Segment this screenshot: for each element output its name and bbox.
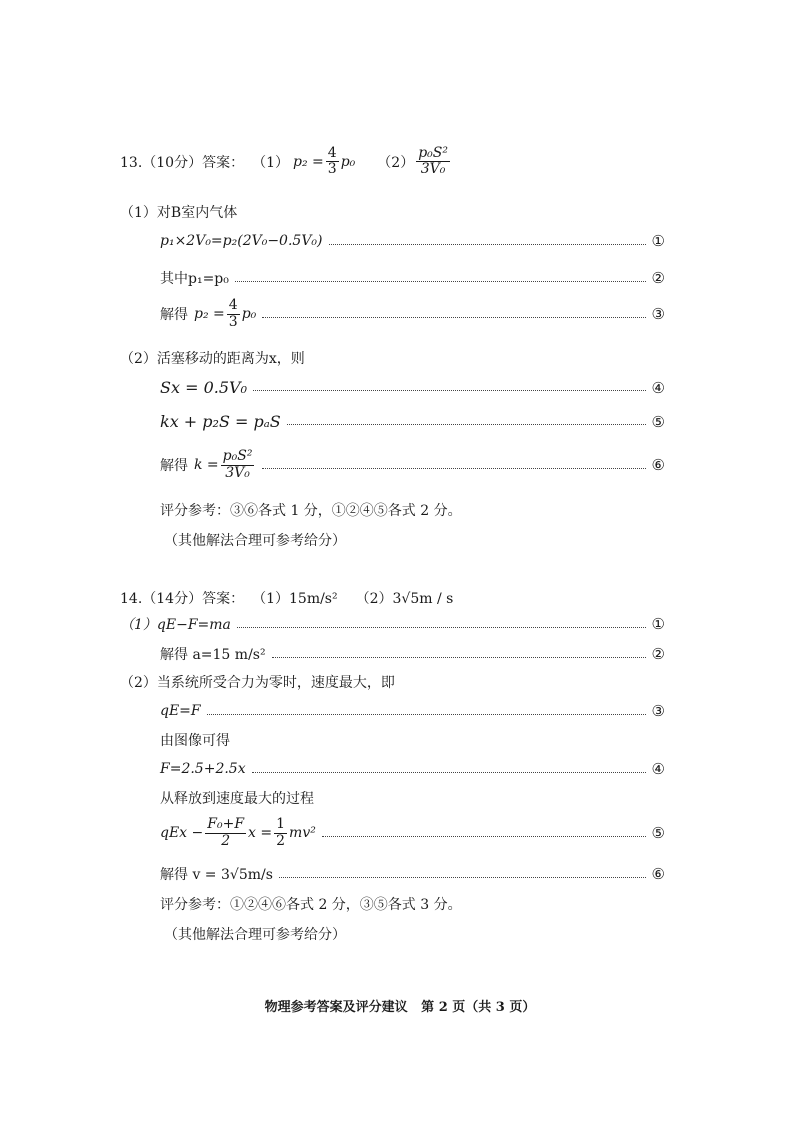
q14-eq2: 解得 a=15 m/s²: [160, 647, 266, 663]
leader-dots: [287, 424, 646, 425]
q13-eq3-rhs: p₀: [241, 306, 257, 322]
mark-3: ③: [651, 702, 665, 720]
q13-header: [120, 146, 452, 178]
q14-eq1-line: [120, 614, 665, 634]
leader-dots: [279, 877, 646, 878]
q13-eq5: kx + p₂S = pₐS: [160, 412, 281, 431]
q13-eq6-line: [160, 444, 665, 486]
q13-eq2: 其中p₁=p₀: [160, 271, 229, 287]
q14-header-label: 14.（14分）答案：: [120, 591, 245, 607]
q13-eq4: Sx = 0.5V₀: [160, 378, 247, 397]
q13-eq4-line: [160, 378, 665, 397]
q14-eq5-num1: F₀+F: [207, 816, 245, 833]
q14-ans1: （1）15m/s²: [252, 591, 338, 607]
q13-ans2-num: p₀S²: [418, 145, 448, 161]
q14-scoring: 评分参考：①②④⑥各式 2 分，③⑤各式 3 分。: [160, 897, 462, 913]
leader-dots: [253, 390, 646, 391]
mark-5: ⑤: [651, 824, 665, 842]
q13-eq2-line: [160, 268, 665, 288]
q14-note: （其他解法合理可参考给分）: [164, 927, 346, 943]
q14-eq2-line: [160, 644, 665, 664]
q14-eq5-num2: 1: [276, 816, 286, 833]
q13-eq3-fraction: [227, 298, 240, 330]
mark-2: ②: [651, 645, 665, 663]
mark-3: ③: [651, 305, 665, 323]
q14-eq5-a: qEx −: [160, 825, 204, 841]
q13-ans1-label: （1）: [252, 154, 290, 171]
q14-eq6-line: [160, 864, 665, 884]
q14-eq5-b: x =: [248, 825, 273, 841]
mark-5: ⑤: [651, 412, 665, 431]
q13-eq3-num: 4: [228, 297, 238, 314]
leader-dots: [262, 468, 645, 469]
leader-dots: [207, 714, 646, 715]
q13-ans1-num: 4: [327, 145, 337, 161]
mark-2: ②: [651, 269, 665, 287]
q13-ans2-fraction: [416, 146, 450, 178]
leader-dots: [235, 281, 646, 282]
q14-eq3: qE=F: [160, 703, 201, 719]
page-footer: 物理参考答案及评分建议 第 2 页（共 3 页）: [264, 1000, 536, 1015]
leader-dots: [262, 317, 645, 318]
q13-eq5-line: [160, 412, 665, 431]
q14-eq5-den1: 2: [221, 832, 231, 849]
q14-text1: 由图像可得: [160, 733, 230, 749]
q13-eq3-prefix: 解得: [160, 307, 188, 323]
q13-eq3-den: 3: [228, 313, 238, 330]
q14-eq4-line: [160, 760, 665, 778]
q13-eq3-line: [160, 294, 665, 334]
q14-text2: 从释放到速度最大的过程: [160, 791, 314, 807]
q13-ans2-label: （2）: [377, 154, 415, 171]
q13-eq1-line: [160, 232, 665, 250]
q13-part1-heading: （1）对B室内气体: [120, 205, 238, 221]
q14-eq5-c: mv²: [289, 825, 316, 841]
q13-eq6-den: 3V₀: [225, 464, 250, 481]
q13-eq1: p₁×2V₀=p₂(2V₀−0.5V₀): [160, 233, 323, 249]
q13-eq6-num: p₀S²: [222, 448, 253, 465]
mark-1: ①: [651, 615, 665, 633]
q14-ans2: （2）3√5m / s: [355, 591, 454, 607]
leader-dots: [329, 244, 646, 245]
mark-4: ④: [651, 378, 665, 397]
q13-ans1-rhs: p₀: [340, 153, 356, 170]
q13-ans1-fraction: [326, 146, 339, 178]
q14-header: [120, 588, 453, 608]
q14-part2-heading: （2）当系统所受合力为零时，速度最大，即: [120, 675, 395, 691]
mark-6: ⑥: [651, 865, 665, 883]
q13-ans2-den: 3V₀: [420, 161, 446, 178]
q13-scoring: 评分参考：③⑥各式 1 分，①②④⑤各式 2 分。: [160, 503, 462, 519]
q14-eq5-fraction-2: [274, 817, 287, 849]
q13-ans1-lhs: p₂ =: [293, 153, 324, 170]
leader-dots: [322, 836, 646, 837]
q13-eq6-prefix: 解得: [160, 458, 188, 474]
mark-1: ①: [651, 232, 665, 250]
q13-part2-heading: （2）活塞移动的距离为x，则: [120, 351, 305, 367]
q13-header-label: 13.（10分）答案：: [120, 154, 245, 171]
leader-dots: [252, 772, 646, 773]
q14-eq5-fraction-1: [205, 817, 246, 849]
leader-dots: [272, 657, 646, 658]
mark-4: ④: [651, 760, 665, 778]
q14-eq1: （1）qE−F=ma: [120, 617, 231, 633]
q14-eq5-den2: 2: [276, 832, 286, 849]
q14-eq5-line: [160, 812, 665, 854]
q14-eq3-line: [160, 702, 665, 720]
q14-eq6: 解得 v = 3√5m/s: [160, 867, 273, 883]
q14-eq4: F=2.5+2.5x: [160, 761, 246, 777]
q13-eq3-lhs: p₂ =: [194, 306, 225, 322]
q13-eq6-lhs: k =: [194, 457, 219, 473]
q13-ans1-den: 3: [327, 161, 337, 178]
q13-eq6-fraction: [221, 449, 255, 481]
q13-note: （其他解法合理可参考给分）: [164, 533, 346, 549]
mark-6: ⑥: [651, 456, 665, 474]
leader-dots: [237, 627, 646, 628]
